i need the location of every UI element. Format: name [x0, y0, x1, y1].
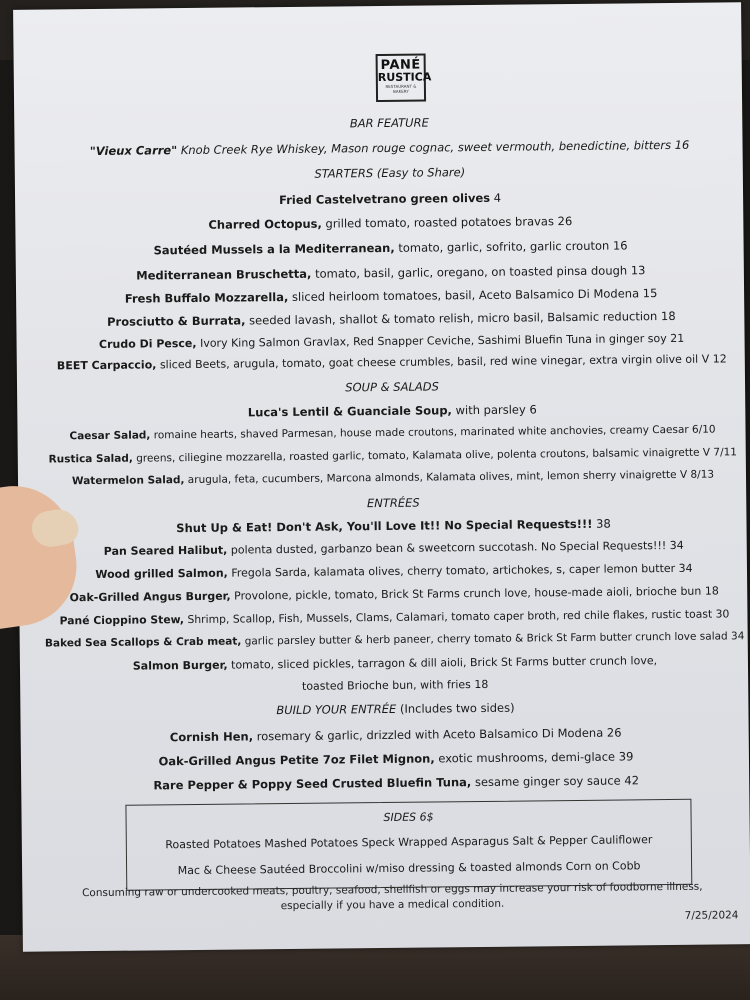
- item-name: Rustica Salad,: [48, 452, 133, 466]
- menu-item: [17, 423, 750, 443]
- menu-item: [19, 584, 750, 605]
- sides-row-2: Mac & Cheese Sautéed Broccolini w/miso dressing & toasted almonds Corn on Cobb: [177, 859, 641, 878]
- item-name: Baked Sea Scallops & Crab meat,: [44, 635, 242, 650]
- item-name: Fresh Buffalo Mozzarella,: [124, 289, 289, 306]
- item-desc: Shrimp, Scallop, Fish, Mussels, Clams, Calamari, tomato caper broth, red chile flakes, rustic toast 30: [183, 607, 730, 627]
- item-name: Luca's Lentil & Guanciale Soup,: [247, 403, 452, 420]
- menu-item: [21, 724, 750, 746]
- item-name: Shut Up & Eat! Don't Ask, You'll Love It!! No Special Requests!!!: [176, 516, 593, 536]
- menu-item: [20, 630, 750, 650]
- section-entrees: ENTRÉES: [366, 495, 420, 511]
- section-sides: SIDES 6$: [383, 810, 434, 825]
- item-name: Pan Seared Halibut,: [103, 543, 228, 558]
- menu-item: [19, 561, 750, 582]
- item-name: Crudo Di Pesce,: [98, 336, 197, 351]
- section-bar-feature: BAR FEATURE: [349, 115, 429, 131]
- logo-text-3: RESTAURANT & BAKERY: [385, 83, 417, 94]
- menu-item: [16, 285, 750, 307]
- item-desc: Fregola Sarda, kalamata olives, cherry tomato, artichokes, s, caper lemon butter 34: [227, 561, 693, 580]
- item-desc: seeded lavash, shallot & tomato relish, micro basil, Balsamic reduction 18: [245, 308, 676, 328]
- menu-item: [15, 212, 750, 234]
- item-name: Oak-Grilled Angus Burger,: [69, 589, 231, 605]
- item-desc: garlic parsley butter & herb paneer, cherry tomato & Brick St Farm butter crunch love salad 34: [241, 630, 745, 648]
- logo-text-2: RUSTICA: [377, 70, 432, 85]
- item-name: Fried Castelvetrano green olives: [279, 190, 491, 208]
- menu-date: 7/25/2024: [684, 909, 739, 922]
- logo-text-1: PANÉ: [380, 57, 421, 73]
- menu-item: [17, 331, 750, 352]
- section-soups: SOUP & SALADS: [345, 379, 439, 395]
- item-desc: 38: [592, 516, 611, 531]
- restaurant-logo: [376, 54, 432, 103]
- section-starters: STARTERS (Easy to Share): [314, 165, 466, 181]
- menu-item: [17, 352, 750, 373]
- item-name: Rare Pepper & Poppy Seed Crusted Bluefin Tuna,: [153, 775, 472, 793]
- disclaimer-line-2: especially if you have a medical condition.: [280, 897, 505, 913]
- section-build: [20, 698, 750, 720]
- disclaimer-line-1: Consuming raw or undercooked meats, poultry, seafood, shellfish or eggs may increase your risk of foodborne illness,: [81, 880, 703, 900]
- item-name: Wood grilled Salmon,: [95, 566, 228, 582]
- item-name: Charred Octopus,: [208, 216, 322, 232]
- item-desc: grilled tomato, roasted potatoes bravas 26: [321, 213, 573, 231]
- sides-box: [125, 799, 692, 891]
- menu-sheet: [13, 2, 750, 952]
- item-name: Pané Cioppino Stew,: [59, 613, 185, 628]
- bar-feature-item: [15, 137, 750, 159]
- item-desc: with parsley 6: [451, 402, 537, 418]
- menu-item: [18, 446, 750, 466]
- item-name: Cornish Hen,: [169, 729, 254, 745]
- item-desc: toasted Brioche bun, with fries 18: [301, 677, 489, 693]
- item-name: BEET Carpaccio,: [56, 358, 157, 373]
- menu-item: [18, 515, 750, 537]
- item-name: Sautéed Mussels a la Mediterranean,: [153, 240, 395, 258]
- menu-item: [15, 188, 750, 210]
- section-build-title: BUILD YOUR ENTRÉE: [276, 701, 397, 718]
- item-desc: rosemary & garlic, drizzled with Aceto Balsamico Di Modena 26: [252, 725, 622, 744]
- item-name: Salmon Burger,: [132, 658, 228, 673]
- item-desc: sesame ginger soy sauce 42: [471, 773, 640, 790]
- menu-item: [18, 468, 750, 488]
- item-desc: Provolone, pickle, tomato, Brick St Farms crunch love, house-made aioli, brioche bun 18: [230, 584, 719, 603]
- item-desc: tomato, garlic, sofrito, garlic crouton 16: [394, 238, 628, 255]
- item-desc: arugula, feta, cucumbers, Marcona almonds, Kalamata olives, mint, lemon sherry vinaigrette V 8/13: [184, 468, 715, 487]
- item-desc: sliced heirloom tomatoes, basil, Aceto Balsamico Di Modena 15: [288, 286, 658, 304]
- item-desc: Ivory King Salmon Gravlax, Red Snapper Ceviche, Sashimi Bluefin Tuna in ginger soy 21: [196, 331, 685, 350]
- menu-item: [19, 607, 750, 628]
- item-desc: exotic mushrooms, demi-glace 39: [434, 749, 634, 766]
- menu-item: [21, 748, 750, 770]
- menu-item: [17, 400, 750, 422]
- item-name: Caesar Salad,: [69, 429, 151, 443]
- item-name: Oak-Grilled Angus Petite 7oz Filet Mignon,: [158, 751, 435, 769]
- item-desc: tomato, basil, garlic, oregano, on toasted pinsa dough 13: [311, 263, 646, 281]
- item-desc: polenta dusted, garbanzo bean & sweetcorn succotash. No Special Requests!!! 34: [227, 538, 684, 557]
- menu-item: [16, 237, 750, 259]
- menu-item-continued: [20, 675, 750, 696]
- item-desc: Knob Creek Rye Whiskey, Mason rouge cognac, sweet vermouth, benedictine, bitters 16: [180, 137, 690, 158]
- sides-row-1: Roasted Potatoes Mashed Potatoes Speck Wrapped Asparagus Salt & Pepper Cauliflower: [165, 833, 653, 852]
- item-name: Mediterranean Bruschetta,: [136, 266, 312, 283]
- menu-item: [21, 772, 750, 794]
- menu-item: [16, 308, 750, 330]
- menu-item: [16, 262, 750, 284]
- item-name: Watermelon Salad,: [71, 474, 185, 488]
- section-build-note: (Includes two sides): [399, 700, 515, 716]
- item-desc: sliced Beets, arugula, tomato, goat cheese crumbles, basil, red wine vinegar, extra virgin olive oil V 12: [156, 352, 727, 372]
- item-desc: tomato, sliced pickles, tarragon & dill aioli, Brick St Farms butter crunch love,: [227, 654, 658, 672]
- item-desc: 4: [490, 190, 502, 205]
- item-name: "Vieux Carre": [89, 143, 178, 159]
- item-name: Prosciutto & Burrata,: [107, 313, 246, 329]
- item-desc: romaine hearts, shaved Parmesan, house made croutons, marinated white anchovies, creamy Caesar 6/10: [150, 423, 716, 442]
- item-desc: greens, ciliegine mozzarella, roasted garlic, tomato, Kalamata olive, polenta croutons, balsamic vinaigrette V 7/11: [132, 446, 738, 465]
- menu-item: [20, 653, 750, 674]
- menu-item: [19, 538, 750, 559]
